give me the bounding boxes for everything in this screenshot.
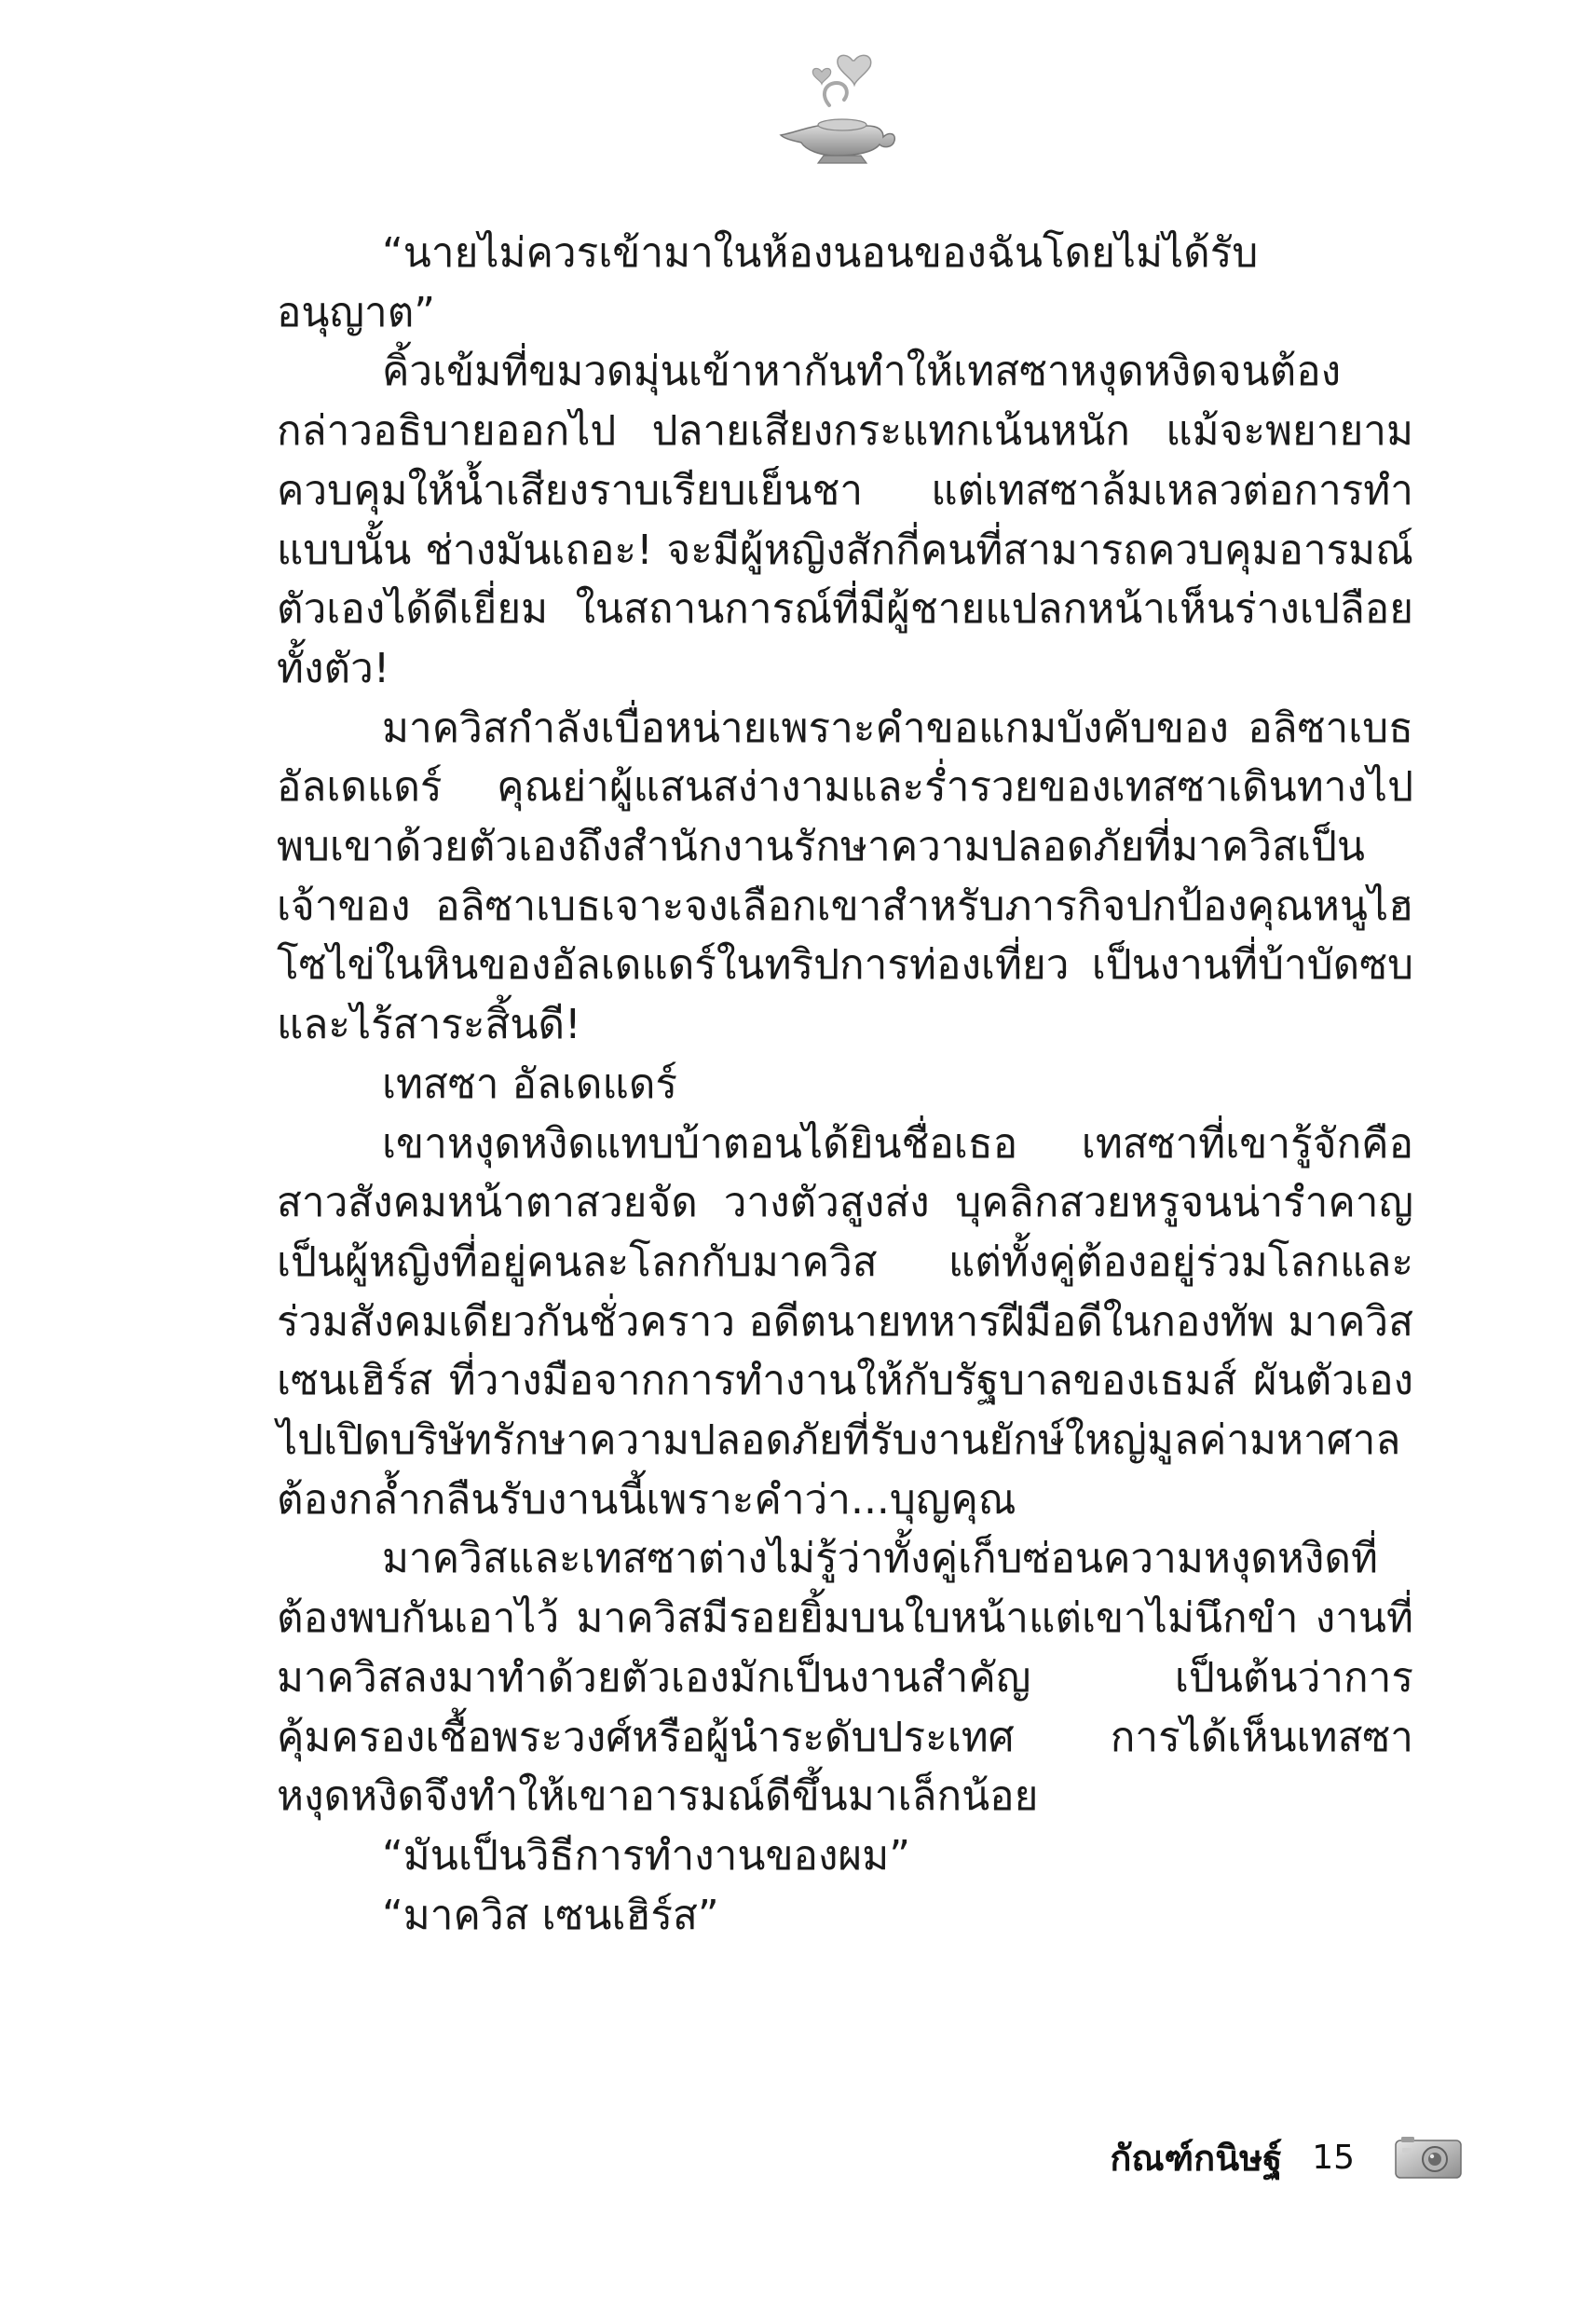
paragraph-3: มาควิสกำลังเบื่อหน่ายเพราะคำขอแกมบังคับของ อลิซาเบธ อัลเดแดร์ คุณย่าผู้แสนสง่างามและร่ำรวยของเทสซาเดินทางไปพบเขาด้วยตัวเองถึงสำนักงานรักษาความปลอดภัยที่มาควิสเป็นเจ้าของ อลิซาเบธเจาะจงเลือกเขาสำหรับภารกิจปกป้องคุณหนูไฮโซไข่ในหินของอัลเดแดร์ในทริปการท่องเที่ยว เป็นงานที่บ้าบัดซบและไร้สาระสิ้นดี! [277, 704, 1413, 1049]
paragraph-4: เทสซา อัลเดแดร์ [382, 1060, 678, 1108]
page-number: 15 [1312, 2138, 1355, 2177]
body-text [277, 224, 1413, 1945]
paragraph-5: เขาหงุดหงิดแทบบ้าตอนได้ยินชื่อเธอ เทสซาที่เขารู้จักคือสาวสังคมหน้าตาสวยจัด วางตัวสูงส่ง บุคลิกสวยหรูจนน่ารำคาญ เป็นผู้หญิงที่อยู่คนละโลกกับมาควิส แต่ทั้งคู่ต้องอยู่ร่วมโลกและร่วมสังคมเดียวกันชั่วคราว อดีตนายทหารฝีมือดีในกองทัพ มาควิส เซนเฮิร์ส ที่วางมือจากการทำงานให้กับรัฐบาลของเธมส์ ผันตัวเองไปเปิดบริษัทรักษาความปลอดภัยที่รับงานยักษ์ใหญ่มูลค่ามหาศาลต้องกล้ำกลืนรับงานนี้เพราะคำว่า...บุญคุณ [277, 1119, 1413, 1524]
camera-icon [1394, 2135, 1463, 2180]
page-footer [1071, 2129, 1463, 2185]
genie-lamp-with-hearts-icon [764, 51, 904, 168]
author-name: กัณฑ์กนิษฐ์ [1110, 2137, 1283, 2179]
paragraph-2: คิ้วเข้มที่ขมวดมุ่นเข้าหากันทำให้เทสซาหงุดหงิดจนต้องกล่าวอธิบายออกไป ปลายเสียงกระแทกเน้นหนัก แม้จะพยายามควบคุมให้น้ำเสียงราบเรียบเย็นชา แต่เทสซาล้มเหลวต่อการทำแบบนั้น ช่างมันเถอะ! จะมีผู้หญิงสักกี่คนที่สามารถควบคุมอารมณ์ตัวเองได้ดีเยี่ยม ในสถานการณ์ที่มีผู้ชายแปลกหน้าเห็นร่างเปลือยทั้งตัว! [277, 348, 1413, 692]
paragraph-8: “มาควิส เซนเฮิร์ส” [382, 1891, 719, 1939]
paragraph-7: “มันเป็นวิธีการทำงานของผม” [382, 1831, 911, 1880]
paragraph-1: “นายไม่ควรเข้ามาในห้องนอนของฉันโดยไม่ได้รับอนุญาต” [277, 229, 1259, 336]
paragraph-6: มาควิสและเทสซาต่างไม่รู้ว่าทั้งคู่เก็บซ่อนความหงุดหงิดที่ต้องพบกันเอาไว้ มาควิสมีรอยยิ้มบนใบหน้าแต่เขาไม่นึกขำ งานที่มาควิสลงมาทำด้วยตัวเองมักเป็นงานสำคัญ เป็นต้นว่าการคุ้มครองเชื้อพระวงศ์หรือผู้นำระดับประเทศ การได้เห็นเทสซาหงุดหงิดจึงทำให้เขาอารมณ์ดีขึ้นมาเล็กน้อย [277, 1535, 1413, 1821]
